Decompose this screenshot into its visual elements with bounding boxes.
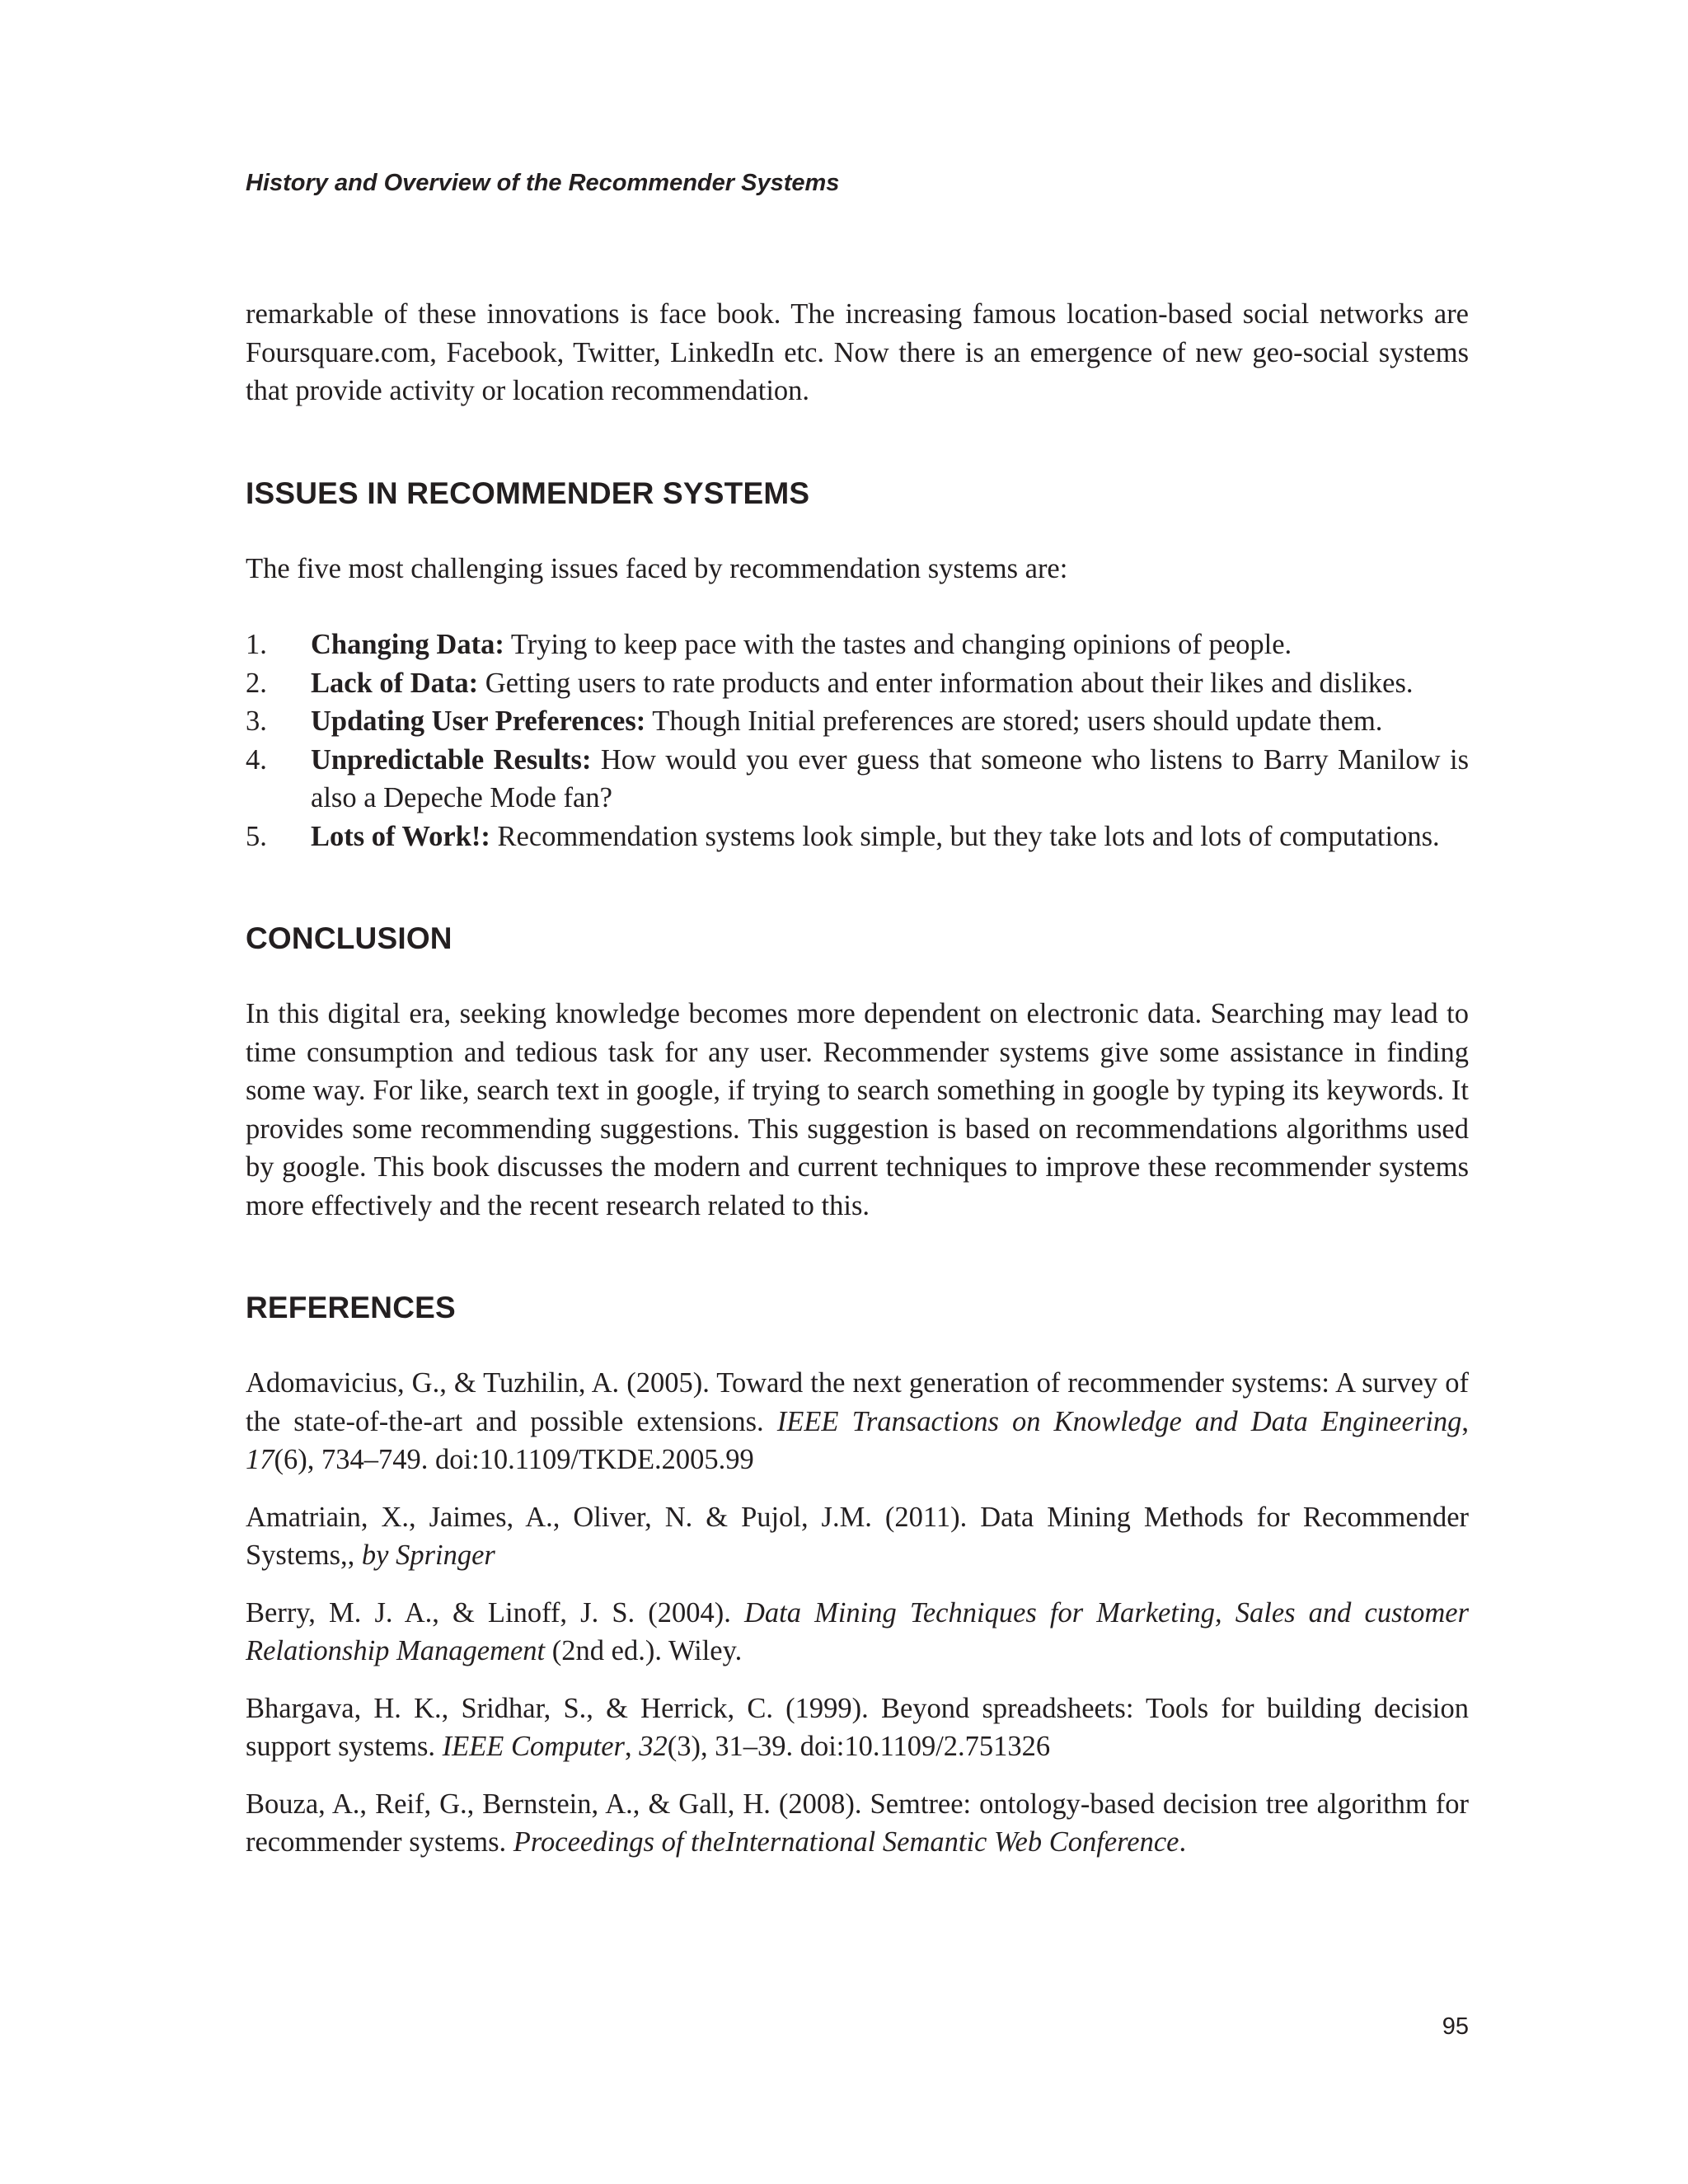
list-text: Recommendation systems look simple, but they take lots and lots of computations.	[490, 820, 1440, 852]
reference-text: ,	[624, 1731, 640, 1762]
list-item	[246, 702, 1469, 741]
reference-text: .	[1179, 1826, 1187, 1858]
page-number: 95	[1442, 2013, 1469, 2040]
page-content	[246, 295, 1469, 1881]
conclusion-heading: CONCLUSION	[246, 921, 452, 955]
reference-text: ,	[1461, 1405, 1469, 1437]
list-text: Getting users to rate products and enter information about their likes and dislikes.	[478, 667, 1414, 699]
reference-text: Adomavicius, G., & Tuzhilin, A. (2005). Toward the next generation of recommender systems: A survey of the state-of-the-art and possible extensions.	[246, 1367, 1469, 1437]
list-item	[246, 818, 1469, 856]
reference-volume: 17	[246, 1444, 274, 1475]
list-item	[246, 626, 1469, 664]
list-term: Changing Data:	[311, 629, 504, 660]
list-item	[246, 741, 1469, 818]
intro-paragraph: remarkable of these innovations is face book. The increasing famous location-based social networks are Foursquare.com, Facebook, Twitter, LinkedIn etc. Now there is an emergence of new geo-social systems that provide activity or location recommendation.	[246, 298, 1469, 406]
reference-text: Bouza, A., Reif, G., Bernstein, A., & Gall, H. (2008). Semtree: ontology-based decision tree algorithm for recommender systems.	[246, 1788, 1469, 1858]
reference-item	[246, 1364, 1469, 1479]
reference-item	[246, 1785, 1469, 1862]
list-number: 1.	[246, 629, 267, 660]
reference-text: Bhargava, H. K., Sridhar, S., & Herrick, C. (1999). Beyond spreadsheets: Tools for building decision support systems.	[246, 1692, 1469, 1762]
reference-journal: IEEE Computer	[442, 1731, 625, 1762]
reference-text: Amatriain, X., Jaimes, A., Oliver, N. & Pujol, J.M. (2011). Data Mining Methods for Recommender Systems,,	[246, 1501, 1469, 1571]
list-number: 4.	[246, 743, 267, 776]
list-text: Though Initial preferences are stored; users should update them.	[645, 705, 1383, 737]
reference-text: (6), 734–749. doi:10.1109/TKDE.2005.99	[274, 1444, 754, 1475]
list-number: 5.	[246, 820, 267, 852]
issues-heading: ISSUES IN RECOMMENDER SYSTEMS	[246, 476, 810, 510]
reference-journal: by Springer	[361, 1540, 495, 1571]
running-header: History and Overview of the Recommender Systems	[246, 170, 840, 196]
list-text: Trying to keep pace with the tastes and changing opinions of people.	[504, 629, 1292, 660]
issues-list	[246, 626, 1469, 855]
list-term: Lots of Work!:	[311, 820, 490, 852]
list-text: How would you ever guess that someone who listens to Barry Manilow is also a Depeche Mode fan?	[311, 743, 1470, 813]
reference-journal: IEEE Transactions on Knowledge and Data Engineering	[776, 1405, 1462, 1437]
reference-item	[246, 1498, 1469, 1575]
list-number: 2.	[246, 667, 267, 699]
reference-item	[246, 1594, 1469, 1671]
reference-text: Berry, M. J. A., & Linoff, J. S. (2004).	[246, 1596, 744, 1629]
list-number: 3.	[246, 705, 267, 737]
reference-journal: Data Mining Techniques for Marketing, Sales and customer Relationship Management	[246, 1596, 1469, 1666]
reference-volume: 32	[639, 1731, 668, 1762]
list-term: Updating User Preferences:	[311, 705, 646, 737]
list-term: Lack of Data:	[311, 667, 479, 699]
conclusion-paragraph: In this digital era, seeking knowledge becomes more dependent on electronic data. Searching may lead to time consumption and tedious task for any user. Recommender systems give some assistance in finding some way. For like, search text in google, if trying to search something in google by typing its keywords. It provides some recommending suggestions. This suggestion is based on recommendations algorithms used by google. This book discusses the modern and current techniques to improve these recommender systems more effectively and the recent research related to this.	[246, 998, 1469, 1221]
reference-text: (2nd ed.). Wiley.	[545, 1635, 743, 1666]
reference-journal: Proceedings of theInternational Semantic Web Conference	[513, 1826, 1179, 1858]
reference-item	[246, 1690, 1469, 1766]
list-item	[246, 664, 1469, 703]
issues-intro: The five most challenging issues faced by recommendation systems are:	[246, 552, 1068, 584]
reference-text: (3), 31–39. doi:10.1109/2.751326	[667, 1731, 1051, 1762]
list-term: Unpredictable Results:	[311, 743, 592, 776]
references-heading: REFERENCES	[246, 1291, 456, 1324]
references-list	[246, 1364, 1469, 1862]
